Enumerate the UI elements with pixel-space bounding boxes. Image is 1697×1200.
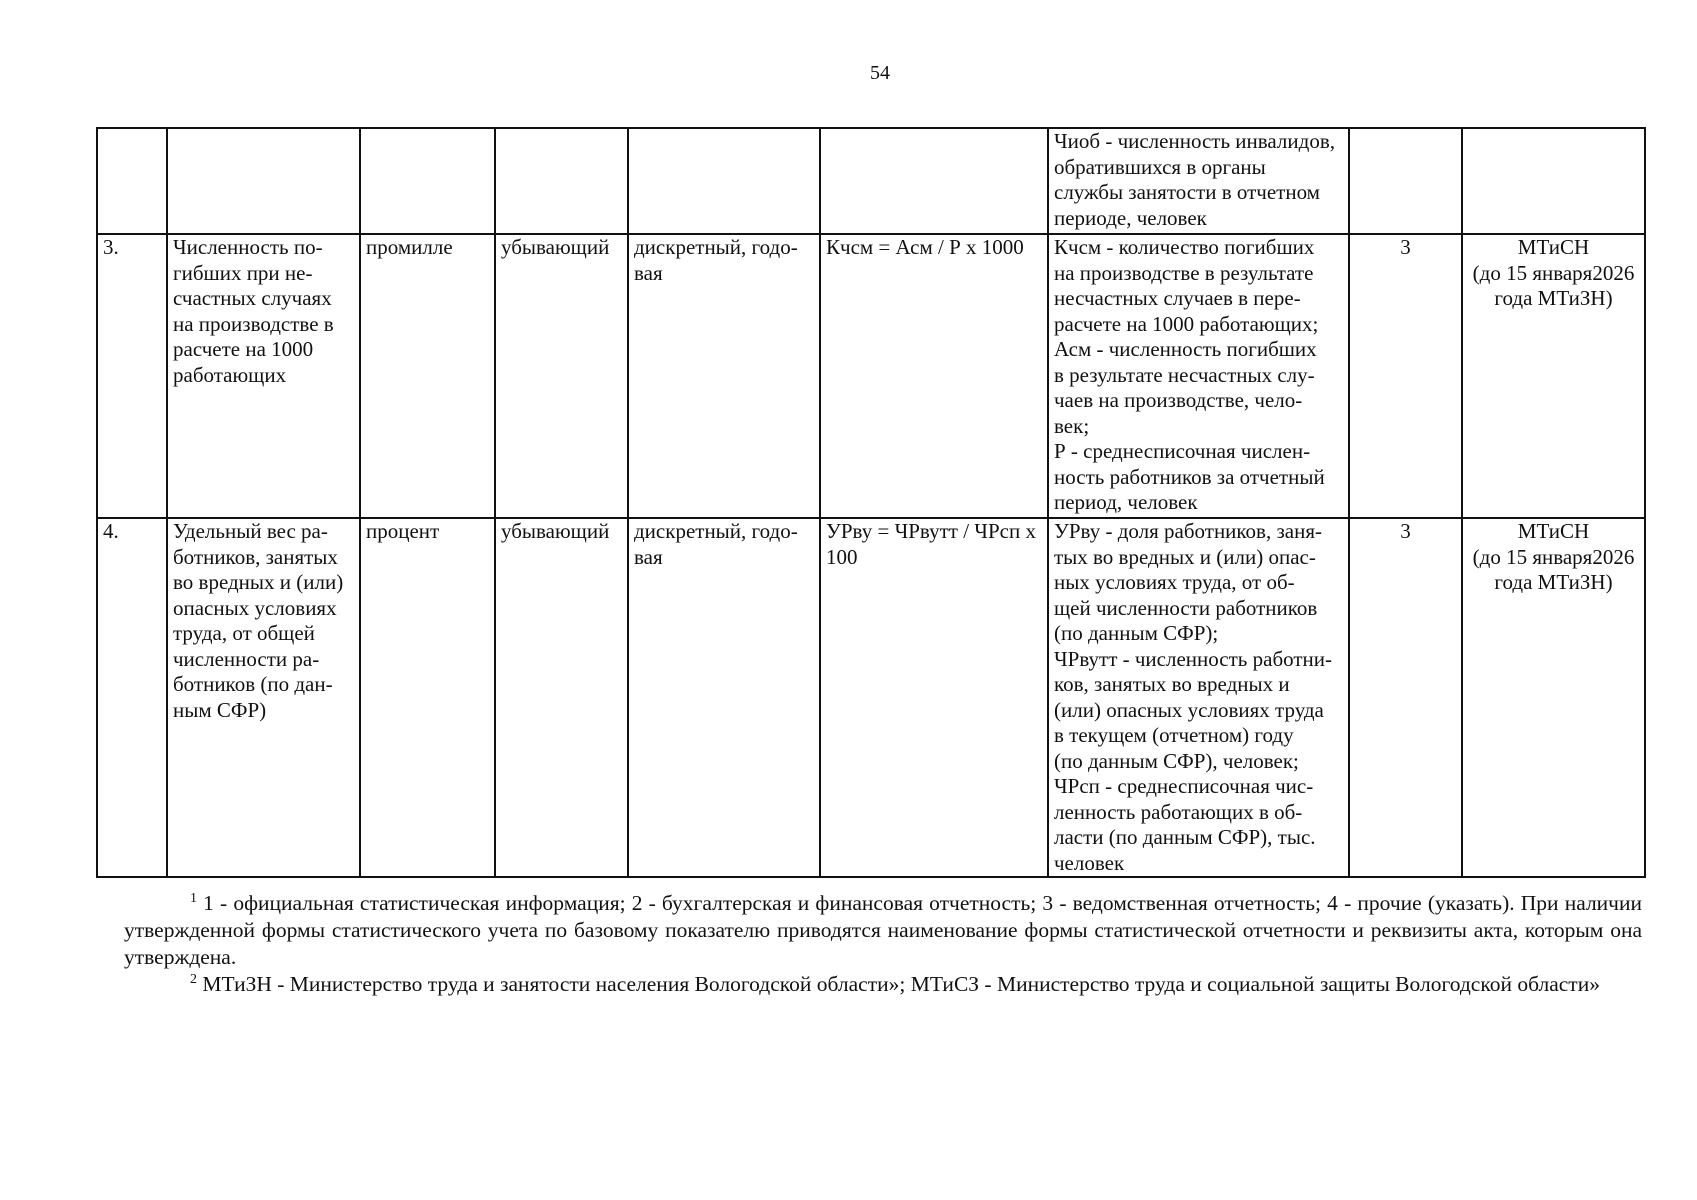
indicators-table bbox=[96, 127, 1646, 878]
cell-number: 4. bbox=[97, 518, 167, 877]
cell-definition-line: на производстве в результате bbox=[1054, 260, 1314, 285]
cell-responsible bbox=[1462, 518, 1645, 877]
cell-direction: убывающий bbox=[495, 234, 628, 518]
cell-definition-line: Р - среднесписочная числен- bbox=[1054, 439, 1311, 463]
page-number: 54 bbox=[870, 62, 890, 84]
cell-definition-line: Чиоб - численность инвалидов, bbox=[1054, 129, 1335, 153]
cell-indicator-name-line: на производстве в bbox=[173, 311, 334, 336]
cell-unit: промилле bbox=[360, 234, 495, 518]
cell-definition-line: век; bbox=[1054, 413, 1090, 438]
cell-responsible-line: (до 15 января2026 bbox=[1472, 544, 1635, 569]
cell-indicator-name-line: ботников, занятых bbox=[173, 544, 338, 569]
cell-definition-line: расчете на 1000 работающих; bbox=[1054, 311, 1319, 336]
cell-formula-line: УРву = ЧРвутт / ЧРсп х bbox=[826, 519, 1036, 543]
cell-characteristic-line: дискретный, годо- bbox=[634, 519, 798, 543]
cell-definition-line: службы занятости в отчетном bbox=[1054, 180, 1320, 204]
cell-source: 3 bbox=[1349, 518, 1462, 877]
cell-definition-line: человек bbox=[1054, 850, 1125, 875]
cell-definition-line: в текущем (отчетном) году bbox=[1054, 723, 1294, 747]
cell-indicator-name-line: расчете на 1000 bbox=[173, 337, 314, 361]
cell-indicator-name-line: Удельный вес ра- bbox=[173, 519, 328, 543]
cell-indicator-name-line: счастных случаях bbox=[173, 286, 332, 310]
cell-definition-line: ков, занятых во вредных и bbox=[1054, 672, 1290, 696]
cell-source bbox=[1349, 128, 1462, 234]
cell-definition-line: (по данным СФР); bbox=[1054, 621, 1219, 645]
cell-definition-line: ЧРвутт - численность работни- bbox=[1054, 646, 1332, 671]
table-row bbox=[97, 128, 1645, 234]
cell-definition-line: ЧРсп - среднесписочная чис- bbox=[1054, 774, 1314, 798]
cell-definition-line: (или) опасных условиях труда bbox=[1054, 697, 1324, 722]
cell-responsible-line: года МТиЗН) bbox=[1494, 570, 1613, 594]
footnotes bbox=[124, 890, 1642, 998]
footnote-1 bbox=[124, 890, 1642, 971]
footnote-2-text: МТиЗН - Министерство труда и занятости населения Вологодской области»; МТиСЗ - Министерство труда и социальной защиты Вологодской области» bbox=[202, 972, 1600, 996]
cell-definition-line: обратившихся в органы bbox=[1054, 154, 1266, 179]
cell-responsible-line: МТиСН bbox=[1517, 519, 1590, 543]
cell-indicator-name bbox=[167, 128, 360, 234]
cell-definition-line: ность работников за отчетный bbox=[1054, 464, 1325, 489]
cell-characteristic-line: дискретный, годо- bbox=[634, 235, 798, 259]
cell-direction bbox=[495, 128, 628, 234]
cell-definition-line: периоде, человек bbox=[1054, 205, 1207, 230]
cell-definition-line: в результате несчастных слу- bbox=[1054, 362, 1315, 387]
cell-definition-line: период, человек bbox=[1054, 490, 1198, 514]
table-row bbox=[97, 234, 1645, 518]
cell-definition-line: чаев на производстве, чело- bbox=[1054, 388, 1303, 412]
cell-direction: убывающий bbox=[495, 518, 628, 877]
cell-definition-line: Асм - численность погибших bbox=[1054, 337, 1317, 361]
cell-indicator-name-line: ным СФР) bbox=[173, 697, 267, 722]
cell-formula bbox=[820, 128, 1048, 234]
cell-formula bbox=[820, 518, 1048, 877]
cell-definition-line: щей численности работников bbox=[1054, 595, 1318, 620]
cell-definition-line: ласти (по данным СФР), тыс. bbox=[1054, 825, 1316, 849]
cell-responsible-line: (до 15 января2026 bbox=[1472, 260, 1635, 285]
cell-indicator-name-line: численности ра- bbox=[173, 646, 320, 671]
cell-definition bbox=[1048, 518, 1349, 877]
cell-definition-line: УРву - доля работников, заня- bbox=[1054, 519, 1322, 543]
cell-number bbox=[97, 128, 167, 234]
cell-formula bbox=[820, 234, 1048, 518]
cell-characteristic-line: вая bbox=[634, 544, 663, 569]
cell-indicator-name-line: труда, от общей bbox=[173, 621, 315, 645]
cell-unit: процент bbox=[360, 518, 495, 877]
cell-number: 3. bbox=[97, 234, 167, 518]
cell-characteristic-line: вая bbox=[634, 260, 663, 285]
table-body bbox=[97, 128, 1645, 877]
cell-indicator-name-line: работающих bbox=[173, 362, 287, 387]
table-row bbox=[97, 518, 1645, 877]
cell-formula-line: 100 bbox=[826, 544, 858, 569]
cell-responsible-line: МТиСН bbox=[1517, 235, 1590, 259]
cell-responsible bbox=[1462, 234, 1645, 518]
cell-formula-line: Кчсм = Асм / Р х 1000 bbox=[826, 235, 1024, 259]
cell-characteristic bbox=[628, 518, 820, 877]
cell-definition bbox=[1048, 234, 1349, 518]
footnote-2-mark: 2 bbox=[190, 971, 197, 987]
cell-source: 3 bbox=[1349, 234, 1462, 518]
cell-indicator-name bbox=[167, 518, 360, 877]
cell-characteristic bbox=[628, 234, 820, 518]
cell-indicator-name-line: ботников (по дан- bbox=[173, 672, 333, 696]
cell-responsible-line: года МТиЗН) bbox=[1494, 286, 1613, 310]
cell-indicator-name bbox=[167, 234, 360, 518]
cell-indicator-name-line: во вредных и (или) bbox=[173, 570, 344, 594]
cell-indicator-name-line: опасных условиях bbox=[173, 595, 337, 620]
cell-definition-line: несчастных случаев в пере- bbox=[1054, 286, 1301, 310]
cell-definition-line: ных условиях труда, от об- bbox=[1054, 570, 1295, 594]
footnote-2 bbox=[124, 971, 1642, 998]
cell-indicator-name-line: гибших при не- bbox=[173, 260, 313, 285]
cell-unit bbox=[360, 128, 495, 234]
cell-definition bbox=[1048, 128, 1349, 234]
cell-responsible bbox=[1462, 128, 1645, 234]
cell-indicator-name-line: Численность по- bbox=[173, 235, 323, 259]
cell-definition-line: Кчсм - количество погибших bbox=[1054, 235, 1315, 259]
cell-definition-line: ленность работающих в об- bbox=[1054, 799, 1303, 824]
cell-definition-line: тых во вредных и (или) опас- bbox=[1054, 544, 1316, 569]
footnote-1-text: 1 - официальная статистическая информация; 2 - бухгалтерская и финансовая отчетность; 3 - ведомственная отчетность; 4 - прочие (указать). При наличии утвержденной формы статистического учета по базовому показателю приводятся наименование формы статистической отчетности и реквизиты акта, которым она утверждена. bbox=[124, 891, 1642, 969]
cell-characteristic bbox=[628, 128, 820, 234]
footnote-1-mark: 1 bbox=[190, 890, 197, 906]
cell-definition-line: (по данным СФР), человек; bbox=[1054, 748, 1299, 773]
